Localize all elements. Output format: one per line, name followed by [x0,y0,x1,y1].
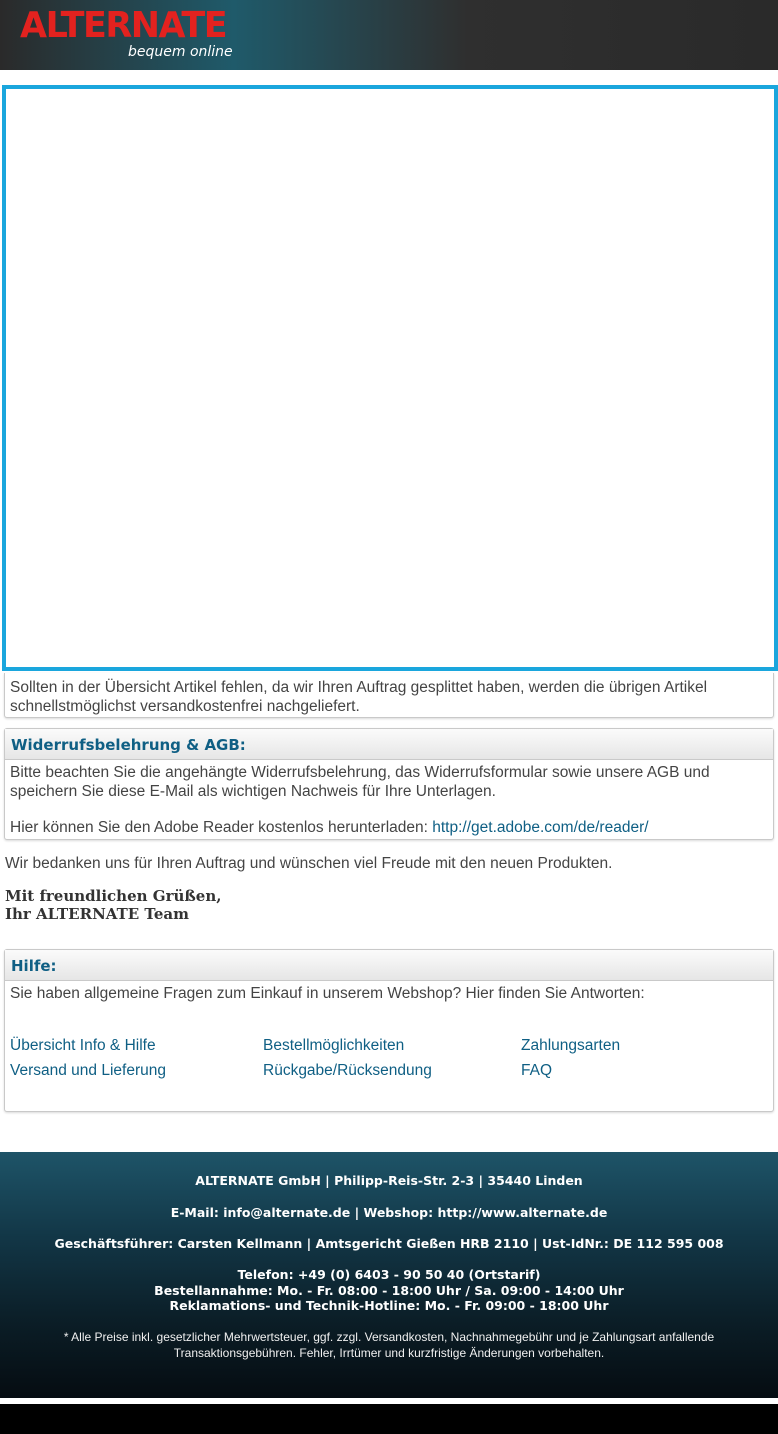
widerruf-title: Widerrufsbelehrung & AGB: [5,729,773,760]
header [0,0,778,70]
closing-signature [5,887,221,923]
link-bestellmoeglichkeiten[interactable]: Bestellmöglichkeiten [263,1037,405,1054]
adobe-reader-text: Hier können Sie den Adobe Reader kostenlos herunterladen: [10,819,428,836]
footer-address: ALTERNATE GmbH | Philipp-Reis-Str. 2-3 | 35440 Linden [195,1173,583,1188]
hero-banner [2,85,778,671]
adobe-reader-line [10,818,767,837]
footer-price-note: * Alle Preise inkl. gesetzlicher Mehrwertsteuer, ggf. zzgl. Versandkosten, Nachnahmegebühr und je Zahlungsart anfallende Transaktionsgebühren. Fehler, Irrtümer und kurzfristige Änderungen vorbehalten. [63,1330,715,1360]
footer-management: Geschäftsführer: Carsten Kellmann | Amtsgericht Gießen HRB 2110 | Ust-IdNr.: DE 112 595 008 [54,1236,724,1251]
footer-contact: E-Mail: info@alternate.de | Webshop: http://www.alternate.de [170,1205,608,1220]
link-zahlungsarten[interactable]: Zahlungsarten [521,1037,621,1054]
footer-phone: Telefon: +49 (0) 6403 - 90 50 40 (Ortstarif) [237,1267,541,1282]
split-notice-panel [4,673,774,718]
adobe-reader-link[interactable]: http://get.adobe.com/de/reader/ [432,819,649,836]
logo-wordmark: ALTERNATE [20,5,227,46]
widerruf-text: Bitte beachten Sie die angehängte Widerrufsbelehrung, das Widerrufsformular sowie unsere AGB und speichern Sie diese E-Mail als wichtigen Nachweis für Ihre Unterlagen. [10,764,710,800]
footer-orders: Bestellannahme: Mo. - Fr. 08:00 - 18:00 Uhr / Sa. 09:00 - 14:00 Uhr [154,1283,624,1298]
link-rueckgabe[interactable]: Rückgabe/Rücksendung [263,1062,432,1079]
footer [0,1152,778,1398]
link-faq[interactable]: FAQ [521,1062,553,1079]
alternate-logo[interactable] [20,6,250,64]
hilfe-links [10,1036,760,1086]
hilfe-intro: Sie haben allgemeine Fragen zum Einkauf in unserem Webshop? Hier finden Sie Antworten: [10,985,645,1002]
split-notice-text: Sollten in der Übersicht Artikel fehlen, da wir Ihren Auftrag gesplittet haben, werden die übrigen Artikel schnellstmöglichst versandkostenfrei nachgeliefert. [10,679,708,715]
thanks-text: Wir bedanken uns für Ihren Auftrag und wünschen viel Freude mit den neuen Produkten. [5,855,613,872]
link-versand-lieferung[interactable]: Versand und Lieferung [10,1062,166,1079]
hilfe-panel [4,949,774,1112]
closing-greeting: Mit freundlichen Grüßen, [5,887,222,905]
logo-tagline: bequem online [128,44,233,60]
hilfe-title: Hilfe: [5,950,773,981]
footer-hotline: Reklamations- und Technik-Hotline: Mo. - Fr. 09:00 - 18:00 Uhr [169,1298,609,1313]
widerruf-panel [4,728,774,840]
closing-team: Ihr ALTERNATE Team [5,905,189,923]
bottom-bar [0,1404,778,1434]
link-info-hilfe[interactable]: Übersicht Info & Hilfe [10,1037,156,1054]
